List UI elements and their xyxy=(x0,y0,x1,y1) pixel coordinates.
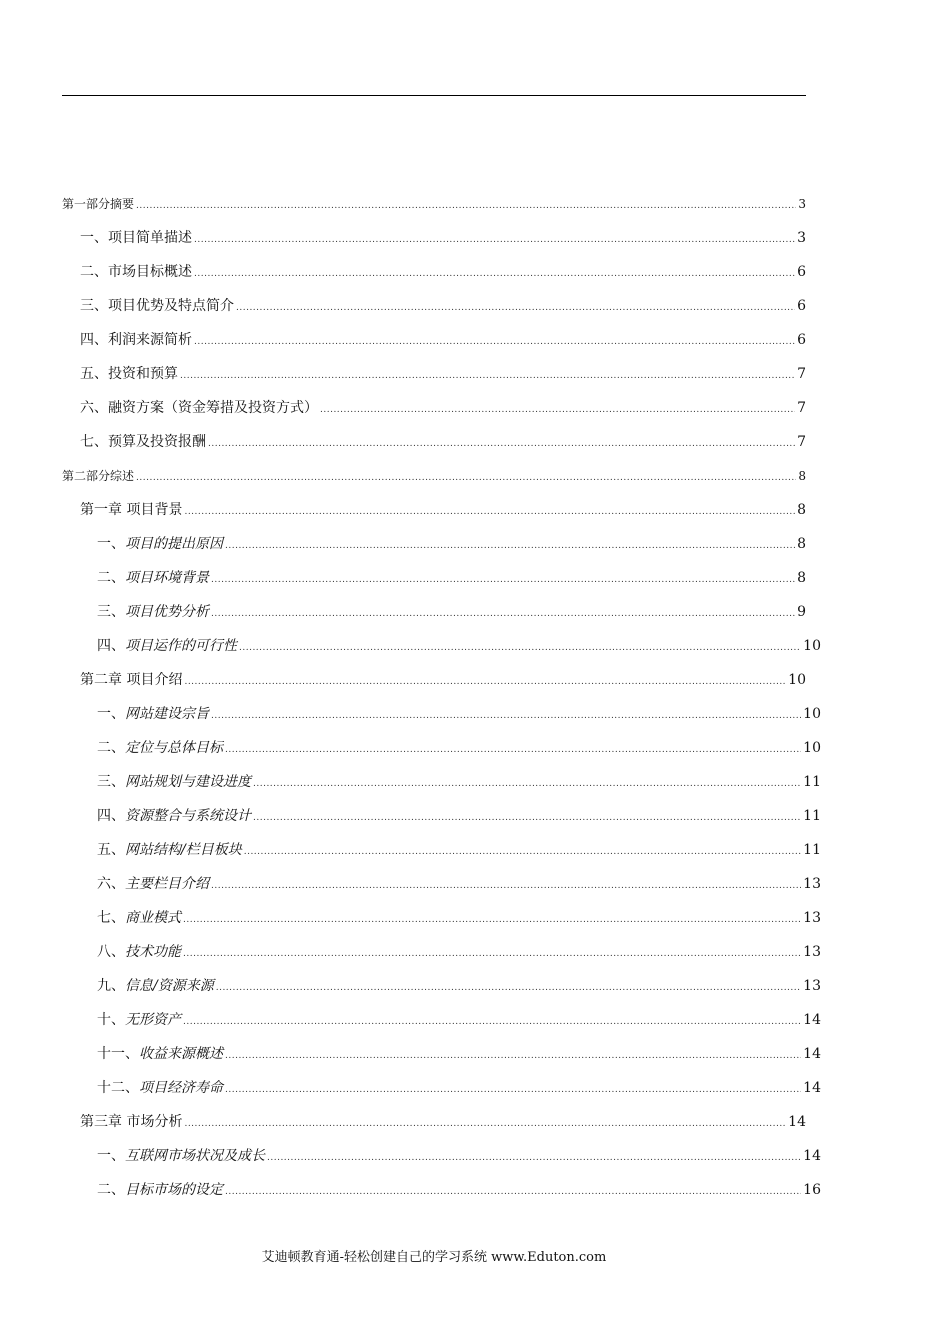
toc-entry-page-number: 6 xyxy=(797,298,806,314)
toc-entry-number: 十、 xyxy=(97,1012,125,1028)
dot-leader xyxy=(184,665,786,699)
dot-leader xyxy=(194,325,795,359)
toc-entry-chapter[interactable] xyxy=(62,493,806,527)
toc-entry-title: 融资方案（资金筹措及投资方式） xyxy=(108,400,318,416)
toc-entry-number: 一、 xyxy=(97,536,125,552)
toc-entry-number: 一、 xyxy=(80,230,108,246)
toc-entry-number: 一、 xyxy=(97,1148,125,1164)
toc-entry-page-number: 14 xyxy=(803,1012,821,1028)
toc-entry-section[interactable] xyxy=(62,289,806,323)
toc-entry-section[interactable] xyxy=(62,391,806,425)
toc-entry-title: 定位与总体目标 xyxy=(125,740,223,756)
toc-entry-chapter[interactable] xyxy=(62,663,806,697)
toc-entry-title: 项目的提出原因 xyxy=(125,536,223,552)
toc-entry-item[interactable] xyxy=(62,595,806,629)
toc-entry-page-number: 11 xyxy=(803,774,821,790)
toc-entry-number: 六、 xyxy=(80,400,108,416)
toc-entry-page-number: 3 xyxy=(798,197,806,211)
toc-entry-title: 项目环境背景 xyxy=(125,570,209,586)
table-of-contents xyxy=(62,187,821,1207)
dot-leader xyxy=(253,767,801,801)
page-footer: 艾迪顿教育通-轻松创建自己的学习系统 www.Eduton.com xyxy=(261,1250,607,1265)
dot-leader xyxy=(225,529,795,563)
toc-entry-number: 二、 xyxy=(97,1182,125,1198)
toc-entry-section[interactable] xyxy=(62,255,806,289)
toc-entry-number: 九、 xyxy=(97,978,125,994)
toc-entry-page-number: 10 xyxy=(803,638,821,654)
toc-entry-item[interactable] xyxy=(62,1173,821,1207)
toc-entry-page-number: 14 xyxy=(803,1046,821,1062)
toc-entry-number: 三、 xyxy=(97,604,125,620)
toc-entry-chapter[interactable] xyxy=(62,1105,806,1139)
dot-leader xyxy=(244,835,801,869)
dot-leader xyxy=(194,257,795,291)
toc-entry-number: 七、 xyxy=(80,434,108,450)
header-rule xyxy=(62,95,806,96)
toc-entry-page-number: 3 xyxy=(797,230,806,246)
toc-entry-page-number: 7 xyxy=(797,434,806,450)
toc-entry-number: 一、 xyxy=(97,706,125,722)
toc-entry-title: 综述 xyxy=(110,469,135,483)
toc-entry-item[interactable] xyxy=(62,1037,821,1071)
toc-entry-item[interactable] xyxy=(62,1139,821,1173)
toc-entry-title: 摘要 xyxy=(110,197,135,211)
toc-entry-item[interactable] xyxy=(62,765,821,799)
toc-entry-item[interactable] xyxy=(62,1071,821,1105)
toc-entry-section[interactable] xyxy=(62,425,806,459)
toc-entry-title: 网站建设宗旨 xyxy=(125,706,209,722)
toc-entry-title: 项目优势及特点简介 xyxy=(108,298,234,314)
toc-entry-item[interactable] xyxy=(62,969,821,1003)
toc-entry-title: 第一章 项目背景 xyxy=(80,502,183,518)
toc-entry-page-number: 8 xyxy=(798,469,806,483)
toc-entry-item[interactable] xyxy=(62,527,806,561)
toc-entry-page-number: 6 xyxy=(797,332,806,348)
toc-entry-item[interactable] xyxy=(62,697,821,731)
toc-entry-title: 目标市场的设定 xyxy=(125,1182,223,1198)
toc-entry-title: 资源整合与系统设计 xyxy=(125,808,251,824)
toc-entry-title: 收益来源概述 xyxy=(139,1046,223,1062)
toc-entry-page-number: 11 xyxy=(803,808,821,824)
toc-entry-section[interactable] xyxy=(62,357,806,391)
toc-entry-part[interactable] xyxy=(62,187,806,221)
toc-entry-title: 预算及投资报酬 xyxy=(108,434,206,450)
dot-leader xyxy=(225,1039,801,1073)
dot-leader xyxy=(236,291,795,325)
toc-entry-page-number: 11 xyxy=(803,842,821,858)
toc-entry-number: 五、 xyxy=(80,366,108,382)
toc-entry-item[interactable] xyxy=(62,833,821,867)
toc-entry-section[interactable] xyxy=(62,221,806,255)
toc-entry-title: 项目经济寿命 xyxy=(139,1080,223,1096)
toc-entry-page-number: 7 xyxy=(797,400,806,416)
toc-entry-number: 三、 xyxy=(80,298,108,314)
dot-leader xyxy=(180,359,795,393)
toc-entry-title: 项目运作的可行性 xyxy=(125,638,237,654)
toc-entry-section[interactable] xyxy=(62,323,806,357)
toc-entry-item[interactable] xyxy=(62,867,821,901)
toc-entry-title: 项目简单描述 xyxy=(108,230,192,246)
toc-entry-item[interactable] xyxy=(62,629,821,663)
toc-entry-title: 商业模式 xyxy=(125,910,181,926)
dot-leader xyxy=(225,1073,801,1107)
dot-leader xyxy=(136,461,796,495)
dot-leader xyxy=(136,189,796,223)
toc-entry-title: 投资和预算 xyxy=(108,366,178,382)
dot-leader xyxy=(211,869,801,903)
toc-entry-page-number: 14 xyxy=(803,1148,821,1164)
toc-entry-page-number: 10 xyxy=(803,740,821,756)
dot-leader xyxy=(216,971,801,1005)
toc-entry-item[interactable] xyxy=(62,731,821,765)
dot-leader xyxy=(211,597,795,631)
toc-entry-title: 互联网市场状况及成长 xyxy=(125,1148,265,1164)
toc-entry-number: 四、 xyxy=(80,332,108,348)
toc-entry-title: 市场目标概述 xyxy=(108,264,192,280)
dot-leader xyxy=(320,393,795,427)
dot-leader xyxy=(239,631,801,665)
toc-entry-number: 第二部分 xyxy=(62,469,111,483)
toc-entry-page-number: 13 xyxy=(803,944,821,960)
toc-entry-page-number: 13 xyxy=(803,910,821,926)
toc-entry-item[interactable] xyxy=(62,935,821,969)
toc-entry-number: 第一部分 xyxy=(62,197,111,211)
toc-entry-number: 六、 xyxy=(97,876,125,892)
toc-entry-number: 七、 xyxy=(97,910,125,926)
dot-leader xyxy=(211,563,795,597)
toc-entry-page-number: 10 xyxy=(788,672,806,688)
dot-leader xyxy=(183,937,801,971)
dot-leader xyxy=(211,699,801,733)
toc-entry-number: 二、 xyxy=(97,740,125,756)
dot-leader xyxy=(183,903,801,937)
toc-entry-number: 十一、 xyxy=(97,1046,139,1062)
toc-entry-page-number: 8 xyxy=(797,536,806,552)
dot-leader xyxy=(184,1107,786,1141)
toc-entry-title: 网站结构/栏目板块 xyxy=(125,842,242,858)
toc-entry-title: 无形资产 xyxy=(125,1012,181,1028)
toc-entry-part[interactable] xyxy=(62,459,806,493)
toc-entry-page-number: 14 xyxy=(803,1080,821,1096)
toc-entry-item[interactable] xyxy=(62,901,821,935)
toc-entry-page-number: 16 xyxy=(803,1182,821,1198)
dot-leader xyxy=(183,1005,801,1039)
dot-leader xyxy=(253,801,801,835)
toc-entry-page-number: 13 xyxy=(803,978,821,994)
dot-leader xyxy=(184,495,795,529)
toc-entry-page-number: 9 xyxy=(797,604,806,620)
toc-entry-title: 项目优势分析 xyxy=(125,604,209,620)
toc-entry-number: 八、 xyxy=(97,944,125,960)
toc-entry-number: 四、 xyxy=(97,638,125,654)
toc-entry-item[interactable] xyxy=(62,799,821,833)
toc-entry-number: 四、 xyxy=(97,808,125,824)
toc-entry-title: 第二章 项目介绍 xyxy=(80,672,183,688)
toc-entry-page-number: 14 xyxy=(788,1114,806,1130)
toc-entry-number: 五、 xyxy=(97,842,125,858)
dot-leader xyxy=(225,1175,801,1209)
toc-entry-title: 主要栏目介绍 xyxy=(125,876,209,892)
dot-leader xyxy=(267,1141,801,1175)
toc-entry-page-number: 8 xyxy=(797,502,806,518)
toc-entry-title: 第三章 市场分析 xyxy=(80,1114,183,1130)
toc-entry-title: 利润来源简析 xyxy=(108,332,192,348)
dot-leader xyxy=(225,733,801,767)
toc-entry-title: 网站规划与建设进度 xyxy=(125,774,251,790)
toc-entry-title: 技术功能 xyxy=(125,944,181,960)
toc-entry-number: 二、 xyxy=(97,570,125,586)
toc-entry-item[interactable] xyxy=(62,561,806,595)
toc-entry-number: 三、 xyxy=(97,774,125,790)
toc-entry-number: 二、 xyxy=(80,264,108,280)
toc-entry-page-number: 7 xyxy=(797,366,806,382)
toc-entry-page-number: 13 xyxy=(803,876,821,892)
toc-entry-item[interactable] xyxy=(62,1003,821,1037)
toc-entry-page-number: 8 xyxy=(797,570,806,586)
toc-entry-number: 十二、 xyxy=(97,1080,139,1096)
toc-entry-page-number: 6 xyxy=(797,264,806,280)
dot-leader xyxy=(194,223,795,257)
toc-entry-title: 信息/资源来源 xyxy=(125,978,214,994)
toc-entry-page-number: 10 xyxy=(803,706,821,722)
dot-leader xyxy=(208,427,795,461)
